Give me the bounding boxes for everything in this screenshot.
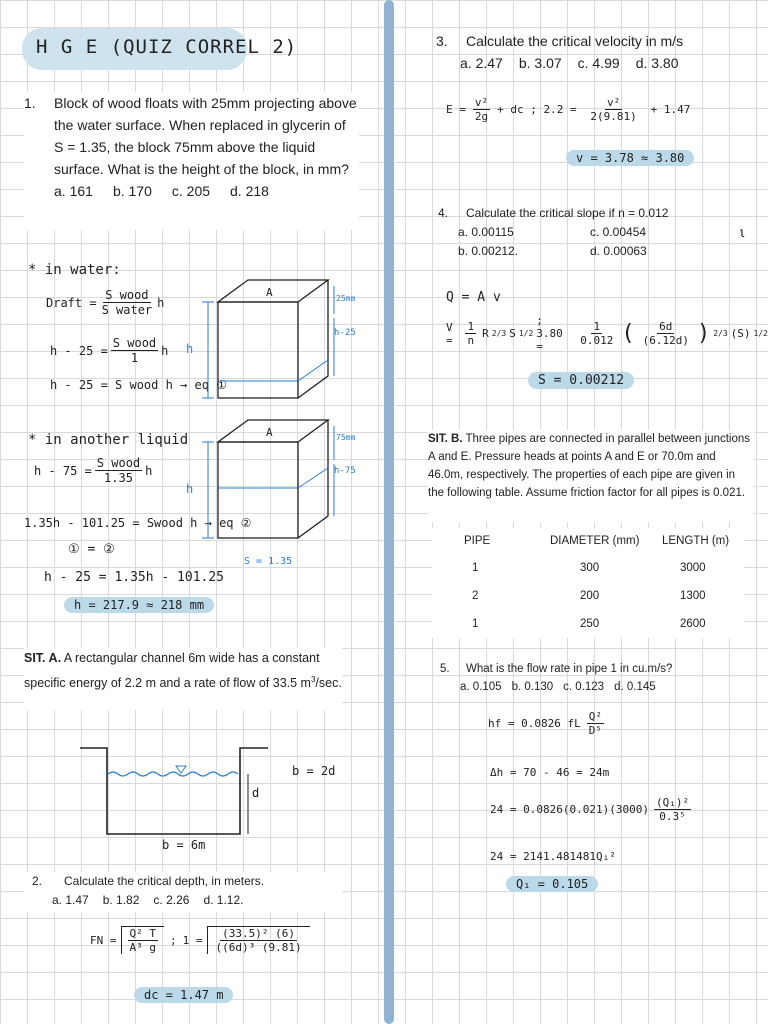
numerator: v² [474, 96, 489, 109]
answer-q1: h = 217.9 ≈ 218 mm [64, 597, 214, 613]
equals-value: ; 3.80 = [536, 314, 563, 353]
numerator: Q² T [129, 927, 156, 940]
table-cell: 2 [472, 590, 479, 602]
fraction [641, 320, 691, 347]
table-row [432, 610, 744, 638]
label-b-6m: b = 6m [162, 838, 206, 852]
answer-q5: Q₁ = 0.105 [506, 876, 598, 892]
table-cell: 3000 [680, 562, 706, 574]
froude-label: FN = [90, 933, 117, 947]
choice-c: c. 205 [171, 183, 211, 199]
choice-c: c. 0.123 [563, 681, 605, 693]
head-loss-formula: hf = 0.0826 fL [488, 717, 581, 731]
block-side [298, 280, 328, 398]
label-d: d [252, 786, 260, 800]
table-cell: 200 [580, 590, 600, 602]
channel-section [80, 748, 268, 834]
table-cell: 1300 [680, 590, 706, 602]
fraction [465, 320, 476, 347]
separator: ; [170, 933, 177, 947]
question-5 [434, 660, 754, 696]
velocity-label: V = [446, 320, 453, 347]
hydraulic-radius: R [482, 327, 489, 340]
draft-label: Draft = [46, 295, 97, 310]
question-2 [24, 872, 342, 912]
question-text: Calculate the critical velocity in m/s [466, 33, 684, 49]
fraction [654, 796, 691, 823]
table-row [432, 554, 744, 582]
exponent: 1/2 [753, 329, 768, 338]
denominator: 1 [130, 351, 139, 366]
work-q5-line4: 24 = 2141.481481Q₁² [490, 850, 616, 863]
numerator: S wood [96, 456, 141, 470]
situation-label: SIT. A. [24, 651, 62, 665]
work-result-line: h - 25 = 1.35h - 101.25 [44, 570, 225, 585]
water-level-symbol [176, 766, 186, 773]
work-h75 [34, 456, 152, 486]
numerator: 1 [593, 319, 601, 333]
label-h: h [186, 342, 194, 356]
denominator: n [467, 334, 475, 347]
table-header-row [432, 528, 744, 554]
water-line-side [298, 360, 328, 381]
table-cell: 1 [472, 562, 479, 574]
work-q3 [446, 96, 690, 123]
substitution: 24 = 0.0826(0.021)(3000) [490, 803, 649, 817]
table-cell: 300 [580, 562, 600, 574]
choice-d: d. 1.12. [203, 893, 244, 907]
stray-mark: ι [738, 226, 746, 241]
denominator: (6.12d) [642, 334, 689, 347]
work-q5-dh: Δh = 70 - 46 = 24m [490, 766, 610, 779]
denominator: 0.012 [580, 334, 614, 347]
label-75mm: 75mm [336, 433, 356, 442]
fraction [578, 320, 615, 347]
choice-b: b. 1.82 [102, 893, 140, 907]
work-q5-hf [488, 710, 607, 737]
work-equate: ① = ② [68, 542, 115, 557]
situation-text-end: /sec. [315, 676, 342, 691]
critical-depth-term: + dc ; 2.2 = [497, 103, 577, 117]
denominator: 1.35 [104, 471, 133, 486]
question-number: 2. [32, 874, 43, 888]
numerator: (33.5)² (6) [222, 927, 295, 940]
choice-c: c. 4.99 [577, 55, 620, 71]
choice-d: d. 3.80 [635, 55, 679, 71]
table-cell: 1 [472, 618, 479, 630]
work-q4-v [446, 314, 768, 353]
choice-b: b. 0.130 [511, 681, 554, 693]
table-header: PIPE [464, 535, 491, 547]
exponent: 2/3 [491, 329, 507, 338]
numerator: 1 [467, 319, 475, 333]
fraction [473, 96, 490, 123]
question-number: 4. [438, 206, 449, 220]
block-top [218, 420, 328, 442]
label-h2: h [186, 482, 194, 496]
numerator: (Q₁)² [655, 796, 690, 809]
work-in-liquid: * in another liquid [28, 432, 189, 448]
fraction [95, 456, 142, 486]
denominator: 0.3⁵ [659, 810, 686, 824]
variable-h: h [157, 295, 165, 310]
h75-label: h - 75 = [34, 463, 92, 478]
sqrt [121, 926, 165, 954]
numerator: S wood [112, 336, 157, 350]
label-h-75: h-75 [334, 466, 356, 476]
variable-h: h [161, 343, 169, 358]
fraction [128, 927, 159, 954]
work-draft [46, 288, 164, 318]
pipe-table [432, 528, 744, 638]
choice-d: d. 0.145 [614, 681, 656, 693]
denominator: S water [101, 303, 153, 318]
plus-term: + 1.47 [650, 103, 691, 117]
choice-a: a. 161 [54, 183, 93, 199]
situation-b [428, 430, 754, 522]
exponent: 1/2 [518, 329, 534, 338]
fraction [587, 710, 604, 737]
numerator: v² [606, 96, 621, 109]
numerator: S wood [105, 288, 149, 302]
question-text: What is the flow rate in pipe 1 in cu.m/s? [466, 663, 673, 675]
situation-text: A rectangular channel 6m wide has a constant specific energy of 2.2 m and a rate of flow of 33.5 m [24, 651, 320, 691]
fraction [214, 927, 304, 954]
fraction [584, 96, 644, 123]
choice-c: c. 2.26 [153, 893, 190, 907]
choice-a: a. 0.105 [460, 681, 502, 693]
denominator: ((6d)³ (9.81) [215, 941, 302, 955]
page-title: H G E (QUIZ CORREL 2) [36, 36, 298, 58]
denominator: A³ g [129, 941, 156, 955]
choice-a: a. 0.00115 [458, 225, 514, 239]
answer-q2: dc = 1.47 m [134, 987, 233, 1003]
equals-one: 1 = [182, 933, 203, 947]
work-q4-q: Q = A v [446, 290, 501, 305]
denominator: 2(9.81) [590, 110, 637, 124]
paren-open: ( [621, 321, 635, 346]
question-text: Calculate the critical depth, in meters. [64, 874, 265, 888]
liquid-line-side [298, 468, 328, 488]
fraction [111, 336, 158, 366]
choice-d: d. 218 [230, 183, 269, 199]
block-front [218, 302, 298, 398]
choice-c: c. 0.00454 [590, 225, 647, 239]
table-header: DIAMETER (mm) [550, 535, 640, 547]
energy-label: E = [446, 103, 466, 117]
label-s135: S = 1.35 [244, 556, 293, 567]
label-25mm: 25mm [336, 294, 356, 303]
denominator: D⁵ [588, 724, 602, 738]
question-4 [432, 204, 752, 261]
paren-close: ) [696, 321, 711, 346]
question-1 [24, 92, 359, 230]
work-q5-line3 [490, 796, 694, 823]
block-side [298, 420, 328, 538]
slope-term: (S) [730, 327, 751, 340]
answer-q3: v = 3.78 ≈ 3.80 [566, 150, 694, 166]
denominator: 2g [474, 110, 489, 124]
work-eq1: h - 25 = S wood h → eq ① [50, 378, 227, 392]
question-text: Block of wood floats with 25mm projecting above the water surface. When replaced in glycerin of S = 1.35, the block 75mm above the liquid surface. What is the height of the block, in mm? [54, 95, 357, 177]
table-header: LENGTH (m) [662, 535, 730, 547]
choice-b: b. 0.00212. [458, 244, 519, 258]
table-cell: 250 [580, 618, 600, 630]
work-in-water: * in water: [28, 262, 121, 278]
variable-h: h [145, 463, 153, 478]
question-text: Calculate the critical slope if n = 0.012 [466, 206, 669, 220]
block-label-a2: A [266, 426, 273, 439]
superscript: 3 [310, 675, 316, 684]
choice-b: b. 3.07 [518, 55, 562, 71]
numerator: Q² [588, 710, 602, 723]
page-divider [384, 0, 394, 1024]
choice-a: a. 2.47 [460, 55, 503, 71]
question-number: 3. [436, 33, 448, 49]
situation-label: SIT. B. [428, 433, 463, 445]
numerator: 6d [659, 319, 673, 333]
water-surface [108, 772, 238, 776]
h25-label: h - 25 = [50, 343, 108, 358]
choice-d: d. 0.00063 [590, 244, 647, 258]
label-b-2d: b = 2d [292, 764, 336, 778]
answer-q4: S = 0.00212 [528, 372, 634, 389]
choice-a: a. 1.47 [52, 893, 89, 907]
question-number: 1. [24, 95, 36, 111]
block-top [218, 280, 328, 302]
block-front [218, 442, 298, 538]
label-h-25: h-25 [334, 328, 356, 338]
block-label-a: A [266, 286, 273, 299]
table-row [432, 582, 744, 610]
work-eq2: 1.35h - 101.25 = Swood h → eq ② [24, 516, 252, 530]
situation-text: Three pipes are connected in parallel between junctions A and E. Pressure heads at points A and E or 70.0m and 46.0m, respectively. The properties of each pipe are given in the following table. Assume friction factor for all pipes is 0.021. [428, 433, 751, 499]
sqrt [207, 926, 310, 954]
table-cell: 2600 [680, 618, 706, 630]
question-number: 5. [440, 663, 450, 675]
choice-b: b. 170 [112, 183, 152, 199]
situation-a [24, 648, 342, 710]
work-q2 [90, 926, 310, 954]
slope: S [509, 327, 516, 340]
exponent: 2/3 [713, 329, 728, 338]
work-h25 [50, 336, 168, 366]
fraction [100, 288, 155, 318]
question-3 [430, 30, 750, 74]
